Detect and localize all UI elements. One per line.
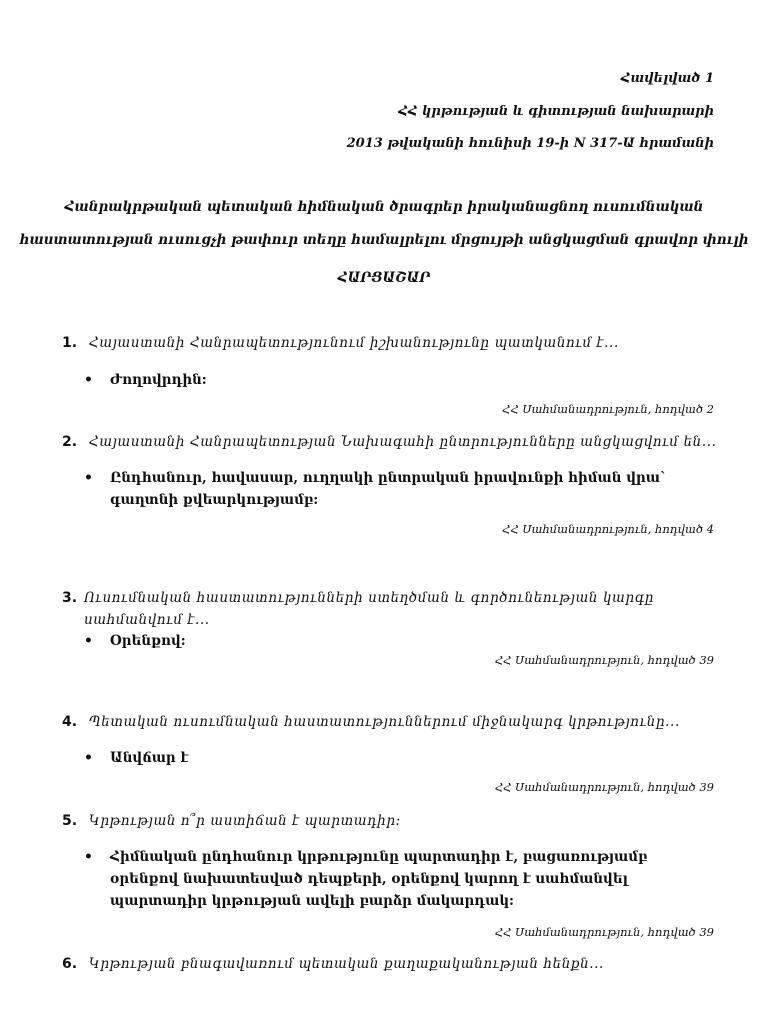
question-1: [62, 335, 714, 351]
question-2: [62, 434, 717, 450]
ministry-label: ՀՀ կրթության և գիտության նախարարի: [398, 104, 714, 119]
order-reference: 2013 թվականի հունիսի 19-ի N 317-Ա հրամանի: [346, 136, 714, 151]
question-number: 4.: [62, 714, 78, 730]
bullet-icon: •: [84, 750, 93, 766]
question-number: 3.: [62, 590, 78, 606]
source-2: ՀՀ Սահմանադրություն, հոդված 4: [502, 522, 714, 536]
question-text: Կրթության ո՞ր աստիճան է պարտադիր:: [88, 813, 401, 829]
bullet-icon: •: [84, 470, 93, 486]
answer-1: [84, 369, 674, 391]
question-number: 2.: [62, 434, 78, 450]
source-3: ՀՀ Սահմանադրություն, հոդված 39: [494, 653, 714, 667]
question-text: Պետական ուսումնական հաստատություններում միջնակարգ կրթությունը...: [88, 714, 680, 730]
question-text: Ուսումնական հաստատությունների ստեղծման և գործունեության կարգը սահմանվում է...: [84, 590, 654, 628]
question-6: [62, 956, 714, 972]
answer-text: Ընդհանուր, հավասար, ուղղակի ընտրական իրավունքի հիման վրա` գաղտնի քվեարկությամբ:: [110, 470, 667, 508]
answer-text: Ժողովրդին:: [110, 372, 207, 388]
appendix-label: Հավելված 1: [620, 71, 714, 86]
answer-text: Օրենքով:: [110, 633, 186, 649]
document-title-line-1: Հանրակրթական պետական հիմնական ծրագրեր իրականացնող ուսումնական: [64, 199, 704, 215]
question-4: [62, 714, 714, 730]
answer-4: [84, 747, 674, 769]
document-title-line-2: հաստատության ուսուցչի թափուր տեղը համալրելու մրցույթի անցկացման գրավոր փուլի: [19, 232, 749, 248]
answer-3: [84, 630, 674, 652]
document-title-heading: ՀԱՐՑԱՇԱՐ: [337, 270, 431, 286]
question-5: [62, 813, 714, 829]
question-3: [62, 587, 714, 631]
answer-2: [84, 467, 674, 511]
question-text: Կրթության բնագավառում պետական քաղաքականության հենքն...: [88, 956, 604, 972]
question-number: 5.: [62, 813, 78, 829]
question-text: Հայաստանի Հանրապետության Նախագահի ընտրությունները անցկացվում են...: [88, 434, 717, 450]
bullet-icon: •: [84, 849, 93, 865]
bullet-icon: •: [84, 633, 93, 649]
question-number: 1.: [62, 335, 78, 351]
answer-5: [84, 846, 674, 912]
question-text: Հայաստանի Հանրապետությունում իշխանությունը պատկանում է...: [88, 335, 619, 351]
answer-text: Անվճար է: [110, 750, 189, 766]
source-1: ՀՀ Սահմանադրություն, հոդված 2: [502, 402, 714, 416]
answer-text: Հիմնական ընդհանուր կրթությունը պարտադիր է, բացառությամբ օրենքով նախատեսված դեպքերի, օրենքով կարող է սահմանվել պարտադիր կրթության ավելի բարձր մակարդակ:: [110, 849, 648, 909]
source-5: ՀՀ Սահմանադրություն, հոդված 39: [494, 925, 714, 939]
question-number: 6.: [62, 956, 78, 972]
bullet-icon: •: [84, 372, 93, 388]
source-4: ՀՀ Սահմանադրություն, հոդված 39: [494, 780, 714, 794]
